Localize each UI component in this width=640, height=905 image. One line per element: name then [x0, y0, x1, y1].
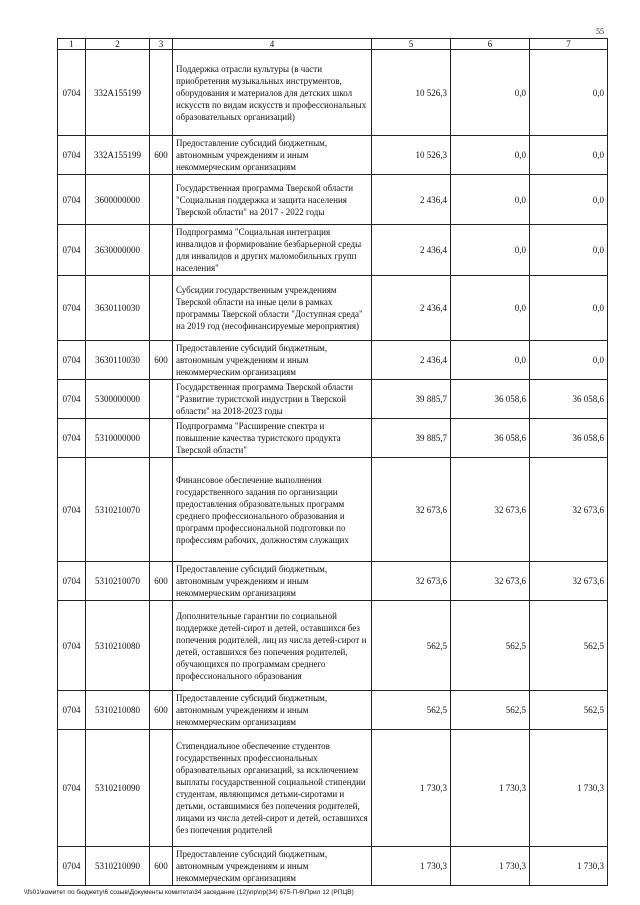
- section-code: 0704: [58, 225, 86, 276]
- section-code: 0704: [58, 691, 86, 730]
- amount-col6: 0,0: [451, 341, 530, 380]
- item-name: Дополнительные гарантии по социальной поддержке детей-сирот и детей, оставшихся без попечения родителей, лиц из числа детей-сирот и детей, оставшихся без попечения родителей, обучающихся по программам среднего профессионального образования: [173, 601, 372, 691]
- target-article-code: 5310210090: [86, 730, 150, 847]
- amount-col6: 32 673,6: [451, 458, 530, 562]
- amount-col5: 32 673,6: [372, 562, 451, 601]
- amount-col6: 1 730,3: [451, 847, 530, 886]
- amount-col7: 0,0: [530, 175, 608, 225]
- amount-col7: 36 058,6: [530, 380, 608, 419]
- amount-col5: 39 885,7: [372, 419, 451, 458]
- table-row: [58, 562, 608, 601]
- item-name: Поддержка отрасли культуры (в части приобретения музыкальных инструментов, оборудования и материалов для детских школ искусств по видам искусств и профессиональных образовательных организаций): [173, 50, 372, 136]
- section-code: 0704: [58, 276, 86, 341]
- target-article-code: 3630110030: [86, 341, 150, 380]
- amount-col5: 10 526,3: [372, 50, 451, 136]
- expense-type-code: [150, 601, 173, 691]
- amount-col5: 1 730,3: [372, 730, 451, 847]
- amount-col6: 32 673,6: [451, 562, 530, 601]
- target-article-code: 5310210080: [86, 691, 150, 730]
- item-name: Предоставление субсидий бюджетным, автономным учреждениям и иным некоммерческим организациям: [173, 847, 372, 886]
- target-article-code: 3630110030: [86, 276, 150, 341]
- amount-col6: 36 058,6: [451, 380, 530, 419]
- item-name: Предоставление субсидий бюджетным, автономным учреждениям и иным некоммерческим организациям: [173, 341, 372, 380]
- amount-col5: 2 436,4: [372, 225, 451, 276]
- item-name: Подпрограмма "Расширение спектра и повышение качества туристского продукта Тверской области": [173, 419, 372, 458]
- section-code: 0704: [58, 175, 86, 225]
- target-article-code: 5310210070: [86, 562, 150, 601]
- item-name: Финансовое обеспечение выполнения государственного задания по организации предоставления образовательных программ среднего профессионального образования и программ профессиональной подготовки по профессиям рабочих, должностям служащих: [173, 458, 372, 562]
- amount-col5: 2 436,4: [372, 276, 451, 341]
- expense-type-code: 600: [150, 136, 173, 175]
- amount-col7: 0,0: [530, 225, 608, 276]
- table-row: [58, 730, 608, 847]
- amount-col7: 32 673,6: [530, 458, 608, 562]
- target-article-code: 5310210090: [86, 847, 150, 886]
- table-row: [58, 225, 608, 276]
- section-code: 0704: [58, 562, 86, 601]
- amount-col6: 36 058,6: [451, 419, 530, 458]
- expense-type-code: [150, 276, 173, 341]
- file-path-footer: \\fs01\комитет по бюджету\6 созыв\Документы комитета\34 заседание (12)\пр\пр(34) 675-П-6\Прил 12 (РПЦВ): [24, 889, 354, 896]
- table-row: [58, 136, 608, 175]
- table-row: [58, 175, 608, 225]
- section-code: 0704: [58, 341, 86, 380]
- target-article-code: 332A155199: [86, 50, 150, 136]
- amount-col5: 562,5: [372, 601, 451, 691]
- header-cell: 6: [451, 39, 530, 50]
- header-cell: 7: [530, 39, 608, 50]
- budget-table: [57, 38, 608, 886]
- table-row: [58, 601, 608, 691]
- expense-type-code: [150, 225, 173, 276]
- expense-type-code: [150, 458, 173, 562]
- amount-col7: 1 730,3: [530, 730, 608, 847]
- amount-col6: 562,5: [451, 601, 530, 691]
- amount-col7: 32 673,6: [530, 562, 608, 601]
- item-name: Предоставление субсидий бюджетным, автономным учреждениям и иным некоммерческим организациям: [173, 562, 372, 601]
- table-row: [58, 276, 608, 341]
- target-article-code: 5310000000: [86, 419, 150, 458]
- section-code: 0704: [58, 380, 86, 419]
- header-cell: 1: [58, 39, 86, 50]
- target-article-code: 332A155199: [86, 136, 150, 175]
- section-code: 0704: [58, 847, 86, 886]
- amount-col5: 562,5: [372, 691, 451, 730]
- amount-col7: 1 730,3: [530, 847, 608, 886]
- expense-type-code: 600: [150, 691, 173, 730]
- target-article-code: 3600000000: [86, 175, 150, 225]
- expense-type-code: [150, 419, 173, 458]
- table-row: [58, 458, 608, 562]
- section-code: 0704: [58, 458, 86, 562]
- page-number: 55: [596, 27, 604, 36]
- section-code: 0704: [58, 730, 86, 847]
- amount-col6: 0,0: [451, 276, 530, 341]
- amount-col7: 562,5: [530, 601, 608, 691]
- item-name: Государственная программа Тверской области "Социальная поддержка и защита населения Тверской области" на 2017 - 2022 годы: [173, 175, 372, 225]
- amount-col5: 2 436,4: [372, 341, 451, 380]
- table-row: [58, 691, 608, 730]
- amount-col7: 0,0: [530, 276, 608, 341]
- table-row: [58, 847, 608, 886]
- target-article-code: 5300000000: [86, 380, 150, 419]
- item-name: Предоставление субсидий бюджетным, автономным учреждениям и иным некоммерческим организациям: [173, 691, 372, 730]
- expense-type-code: [150, 380, 173, 419]
- amount-col7: 562,5: [530, 691, 608, 730]
- amount-col6: 0,0: [451, 136, 530, 175]
- table-row: [58, 380, 608, 419]
- amount-col5: 10 526,3: [372, 136, 451, 175]
- amount-col5: 2 436,4: [372, 175, 451, 225]
- section-code: 0704: [58, 136, 86, 175]
- amount-col5: 39 885,7: [372, 380, 451, 419]
- table-row: [58, 50, 608, 136]
- expense-type-code: [150, 50, 173, 136]
- section-code: 0704: [58, 419, 86, 458]
- amount-col7: 0,0: [530, 50, 608, 136]
- amount-col6: 0,0: [451, 225, 530, 276]
- amount-col6: 1 730,3: [451, 730, 530, 847]
- item-name: Государственная программа Тверской области "Развитие туристской индустрии в Тверской области" на 2018-2023 годы: [173, 380, 372, 419]
- amount-col6: 0,0: [451, 175, 530, 225]
- amount-col6: 0,0: [451, 50, 530, 136]
- item-name: Подпрограмма "Социальная интеграция инвалидов и формирование безбарьерной среды для инвалидов и других маломобильных групп населения": [173, 225, 372, 276]
- item-name: Стипендиальное обеспечение студентов государственных профессиональных образовательных организаций, за исключением выплаты государственной социальной стипендии студентам, являющимся детьми-сиротами и детьми, оставшимися без попечения родителей, лицами из числа детей-сирот и детей, оставшихся без попечения родителей: [173, 730, 372, 847]
- table-row: [58, 419, 608, 458]
- amount-col7: 36 058,6: [530, 419, 608, 458]
- amount-col7: 0,0: [530, 341, 608, 380]
- section-code: 0704: [58, 601, 86, 691]
- expense-type-code: [150, 175, 173, 225]
- item-name: Субсидии государственным учреждениям Тверской области на иные цели в рамках программы Тверской области "Доступная среда" на 2019 год (несофинансируемые мероприятия): [173, 276, 372, 341]
- header-cell: 2: [86, 39, 150, 50]
- amount-col7: 0,0: [530, 136, 608, 175]
- target-article-code: 5310210070: [86, 458, 150, 562]
- header-cell: 3: [150, 39, 173, 50]
- expense-type-code: 600: [150, 562, 173, 601]
- amount-col5: 1 730,3: [372, 847, 451, 886]
- expense-type-code: 600: [150, 341, 173, 380]
- target-article-code: 3630000000: [86, 225, 150, 276]
- section-code: 0704: [58, 50, 86, 136]
- target-article-code: 5310210080: [86, 601, 150, 691]
- amount-col5: 32 673,6: [372, 458, 451, 562]
- item-name: Предоставление субсидий бюджетным, автономным учреждениям и иным некоммерческим организациям: [173, 136, 372, 175]
- header-row: [58, 39, 608, 50]
- expense-type-code: 600: [150, 847, 173, 886]
- header-cell: 5: [372, 39, 451, 50]
- expense-type-code: [150, 730, 173, 847]
- amount-col6: 562,5: [451, 691, 530, 730]
- table-row: [58, 341, 608, 380]
- header-cell: 4: [173, 39, 372, 50]
